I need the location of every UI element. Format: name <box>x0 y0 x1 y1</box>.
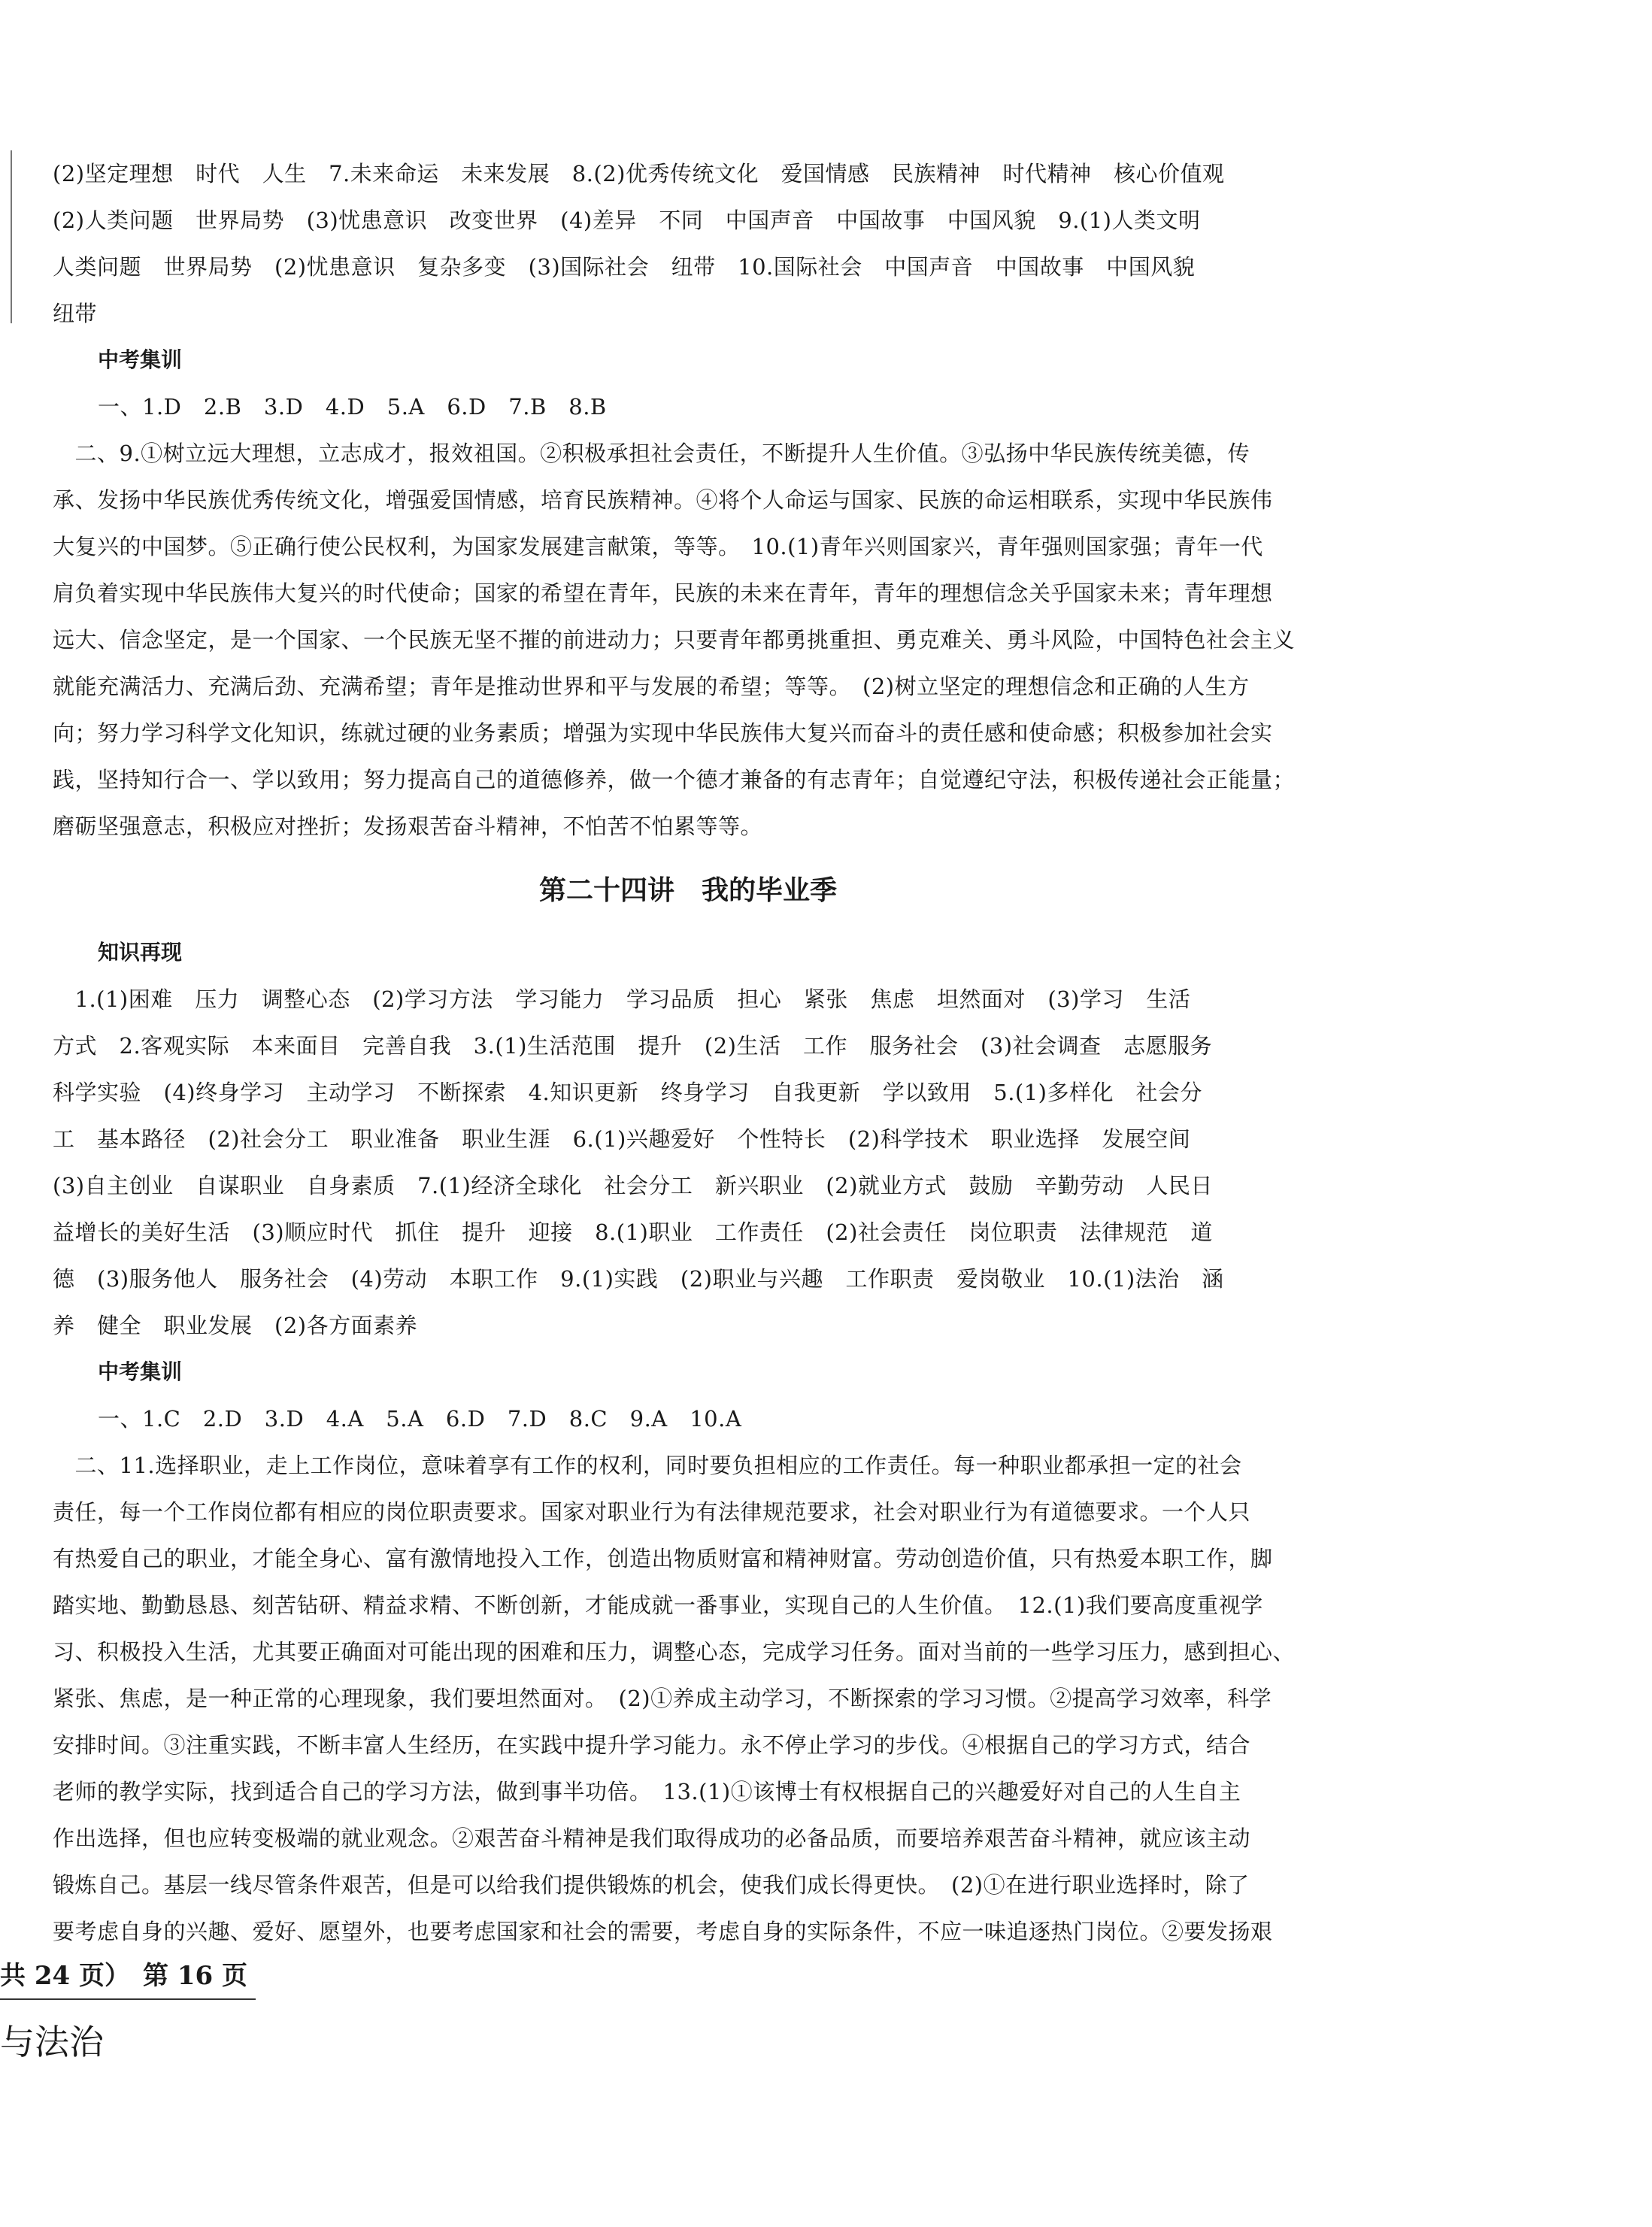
text-line: 习、积极投入生活，尤其要正确面对可能出现的困难和压力，调整心态，完成学习任务。面对当前的一些学习压力，感到担心、 <box>53 1639 1296 1665</box>
text-line: 踏实地、勤勤恳恳、刻苦钻研、精益求精、不断创新，才能成就一番事业，实现自己的人生价值。 12.(1)我们要高度重视学 <box>53 1592 1263 1618</box>
section-label-exam-training: 中考集训 <box>98 347 183 372</box>
text-line: 养 健全 职业发展 (2)各方面素养 <box>53 1313 418 1338</box>
text-line: (3)自主创业 自谋职业 自身素质 7.(1)经济全球化 社会分工 新兴职业 (2)就业方式 鼓励 辛勤劳动 人民日 <box>53 1173 1213 1198</box>
text-line: 益增长的美好生活 (3)顺应时代 抓住 提升 迎接 8.(1)职业 工作责任 (2)社会责任 岗位职责 法律规范 道 <box>53 1220 1213 1245</box>
text-line: 向；努力学习科学文化知识，练就过硬的业务素质；增强为实现中华民族伟大复兴而奋斗的责任感和使命感；积极参加社会实 <box>53 720 1273 746</box>
text-line: 方式 2.客观实际 本来面目 完善自我 3.(1)生活范围 提升 (2)生活 工作 服务社会 (3)社会调查 志愿服务 <box>53 1033 1213 1059</box>
text-line: 安排时间。③注重实践，不断丰富人生经历，在实践中提升学习能力。永不停止学习的步伐。④根据自己的学习方式，结合 <box>53 1732 1251 1758</box>
text-line: 承、发扬中华民族优秀传统文化，增强爱国情感，培育民族精神。④将个人命运与国家、民族的命运相联系，实现中华民族伟 <box>53 487 1273 513</box>
subject-title: 与法治 <box>0 2022 104 2062</box>
text-line: 责任，每一个工作岗位都有相应的岗位职责要求。国家对职业行为有法律规范要求，社会对职业行为有道德要求。一个人只 <box>53 1499 1251 1525</box>
multiple-choice-answers: 一、1.C 2.D 3.D 4.A 5.A 6.D 7.D 8.C 9.A 10.A <box>98 1406 742 1432</box>
text-line: 1.(1)困难 压力 调整心态 (2)学习方法 学习能力 学习品质 担心 紧张 焦虑 坦然面对 (3)学习 生活 <box>53 986 1191 1012</box>
page-content <box>53 150 1323 1955</box>
left-margin-rule <box>11 150 12 323</box>
text-line: 远大、信念坚定，是一个国家、一个民族无坚不摧的前进动力；只要青年都勇挑重担、勇克难关、勇斗风险，中国特色社会主义 <box>53 627 1296 653</box>
text-line: (2)坚定理想 时代 人生 7.未来命运 未来发展 8.(2)优秀传统文化 爱国情感 民族精神 时代精神 核心价值观 <box>53 161 1225 186</box>
text-line: 二、11.选择职业，走上工作岗位，意味着享有工作的权利，同时要负担相应的工作责任。每一种职业都承担一定的社会 <box>53 1453 1242 1478</box>
page-number-info: 共 24 页） 第 16 页 <box>0 1961 247 1991</box>
text-line: 践，坚持知行合一、学以致用；努力提高自己的道德修养，做一个德才兼备的有志青年；自觉遵纪守法，积极传递社会正能量； <box>53 767 1296 792</box>
text-line: 锻炼自己。基层一线尽管条件艰苦，但是可以给我们提供锻炼的机会，使我们成长得更快。 (2)①在进行职业选择时，除了 <box>53 1872 1250 1898</box>
text-line: 德 (3)服务他人 服务社会 (4)劳动 本职工作 9.(1)实践 (2)职业与兴趣 工作职责 爱岗敬业 10.(1)法治 涵 <box>53 1266 1224 1292</box>
text-line: 工 基本路径 (2)社会分工 职业准备 职业生涯 6.(1)兴趣爱好 个性特长 (2)科学技术 职业选择 发展空间 <box>53 1126 1191 1152</box>
text-line: 纽带 <box>53 301 98 326</box>
chapter-title: 第二十四讲 我的毕业季 <box>538 875 837 906</box>
text-line: 就能充满活力、充满后劲、充满希望；青年是推动世界和平与发展的希望；等等。 (2)树立坚定的理想信念和正确的人生方 <box>53 674 1250 699</box>
text-line: 有热爱自己的职业，才能全身心、富有激情地投入工作，创造出物质财富和精神财富。劳动创造价值，只有热爱本职工作，脚 <box>53 1546 1273 1571</box>
text-line: 大复兴的中国梦。⑤正确行使公民权利，为国家发展建言献策，等等。 10.(1)青年兴则国家兴，青年强则国家强；青年一代 <box>53 534 1263 559</box>
text-line: 紧张、焦虑，是一种正常的心理现象，我们要坦然面对。 (2)①养成主动学习，不断探索的学习习惯。②提高学习效率，科学 <box>53 1686 1272 1711</box>
text-line: 二、9.①树立远大理想，立志成才，报效祖国。②积极承担社会责任，不断提升人生价值。③弘扬中华民族传统美德，传 <box>53 441 1250 466</box>
text-line: 作出选择，但也应转变极端的就业观念。②艰苦奋斗精神是我们取得成功的必备品质，而要培养艰苦奋斗精神，就应该主动 <box>53 1826 1251 1851</box>
multiple-choice-answers: 一、1.D 2.B 3.D 4.D 5.A 6.D 7.B 8.B <box>98 394 607 420</box>
text-line: 人类问题 世界局势 (2)忧患意识 复杂多变 (3)国际社会 纽带 10.国际社会 中国声音 中国故事 中国风貌 <box>53 254 1196 280</box>
text-line: 磨砺坚强意志，积极应对挫折；发扬艰苦奋斗精神，不怕苦不怕累等等。 <box>53 814 763 839</box>
section-label-exam-training-2: 中考集训 <box>98 1359 183 1384</box>
text-line: 老师的教学实际，找到适合自己的学习方法，做到事半功倍。 13.(1)①该博士有权根据自己的兴趣爱好对自己的人生自主 <box>53 1779 1241 1804</box>
footer-divider <box>0 1998 256 2000</box>
section-label-knowledge-review: 知识再现 <box>98 940 183 965</box>
text-line: (2)人类问题 世界局势 (3)忧患意识 改变世界 (4)差异 不同 中国声音 中国故事 中国风貌 9.(1)人类文明 <box>53 208 1201 233</box>
text-line: 要考虑自身的兴趣、爱好、愿望外，也要考虑国家和社会的需要，考虑自身的实际条件，不应一味追逐热门岗位。②要发扬艰 <box>53 1919 1273 1944</box>
text-line: 科学实验 (4)终身学习 主动学习 不断探索 4.知识更新 终身学习 自我更新 学以致用 5.(1)多样化 社会分 <box>53 1080 1202 1105</box>
text-line: 肩负着实现中华民族伟大复兴的时代使命；国家的希望在青年，民族的未来在青年，青年的理想信念关乎国家未来；青年理想 <box>53 580 1273 606</box>
